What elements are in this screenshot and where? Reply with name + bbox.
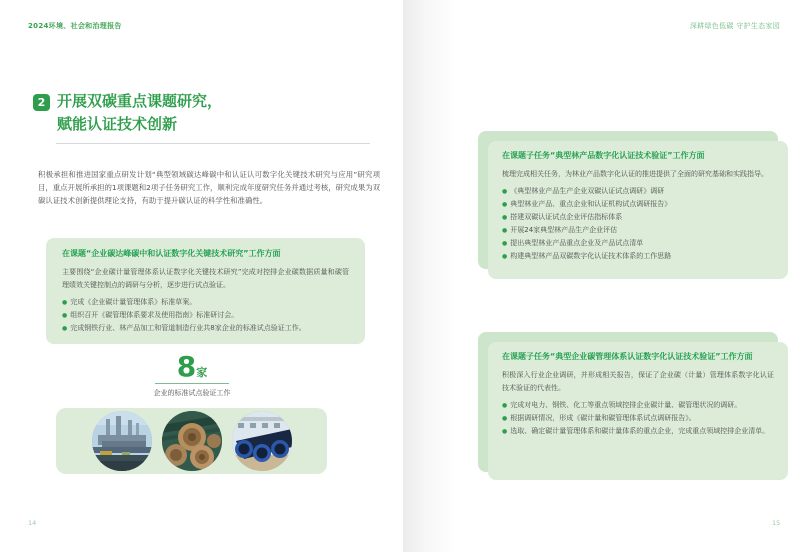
page-number-left: 14 xyxy=(28,519,37,527)
subtask-card-2 xyxy=(488,342,788,480)
page-number-right: 15 xyxy=(772,519,781,527)
card-bullet-list xyxy=(62,296,349,335)
page-title-line1: 开展双碳重点课题研究， xyxy=(57,92,223,110)
card-body: 梳理完成相关任务，为林业产品数字化认证的推进提供了全面的研究基础和实践指导。 xyxy=(502,170,768,178)
industrial-plant-photo xyxy=(92,411,152,471)
timber-logs-photo xyxy=(162,411,222,471)
bullet-item: ● 完成《企业碳计量管理体系》标准草案。 xyxy=(62,296,349,309)
stat-number xyxy=(92,352,292,382)
photo-strip xyxy=(56,408,327,474)
card-bullet-list xyxy=(502,399,774,438)
bullet-item: ● 根据调研情况，形成《碳计量和碳管理体系试点调研报告》。 xyxy=(502,412,774,425)
page-title xyxy=(57,90,357,136)
intro-paragraph: 积极承担和推进国家重点研发计划“典型领域碳达峰碳中和认证认可数字化关键技术研究与应用”研究项目，重点开展所承担的1项课题和2项子任务研究工作，顺利完成年度研究任务并通过考核，研究成果为双碳认证技术创新提供理论支持，有助于提升碳认证的科学性和准确性。 xyxy=(38,170,380,206)
bullet-item: ● 完成对电力、钢铁、化工等重点领域控排企业碳计量、碳管理状况的调研。 xyxy=(502,399,774,412)
stat-unit: 家 xyxy=(196,366,208,379)
bullet-item: ● 《典型林业产品生产企业双碳认证试点调研》调研 xyxy=(502,185,774,198)
bullet-item: ● 组织召开《碳管理体系要求及使用指南》标准研讨会。 xyxy=(62,309,349,322)
research-topic-card xyxy=(46,238,365,344)
stat-underline xyxy=(155,383,229,384)
page-title-line2: 赋能认证技术创新 xyxy=(57,115,178,133)
bullet-item: ● 开展24家典型林产品生产企业评估 xyxy=(502,224,774,237)
card-body: 积极深入行业企业调研，并形成相关报告，保证了企业碳（计量）管理体系数字化认证技术验证的代表性。 xyxy=(502,371,774,392)
steel-pipes-photo xyxy=(232,411,292,471)
bullet-item: ● 搭建双碳认证试点企业评估指标体系 xyxy=(502,211,774,224)
card-heading: 在课题“企业碳达峰碳中和认证数字化关键技术研究”工作方面 xyxy=(62,249,281,258)
stat-caption: 企业的标准试点验证工作 xyxy=(153,389,231,397)
page-spine-shadow xyxy=(403,0,455,552)
stat-value: 8 xyxy=(176,350,197,383)
chapter-title-header: 深耕绿色低碳 守护生态家园 xyxy=(689,22,780,30)
card-heading: 在课题子任务“典型林产品数字化认证技术验证”工作方面 xyxy=(502,151,705,160)
section-number-badge: 2 xyxy=(33,94,50,111)
card-bullet-list xyxy=(502,185,774,263)
bullet-item: ● 构建典型林产品双碳数字化认证技术体系的工作思路 xyxy=(502,250,774,263)
card-body: 主要围绕“企业碳计量管理体系认证数字化关键技术研究”完成对控排企业碳数据质量和碳管理绩效关键控制点的调研与分析，逐步进行试点验证。 xyxy=(62,268,349,289)
bullet-item: ● 选取、确定碳计量管理体系和碳计量体系的重点企业，完成重点领域控排企业清单。 xyxy=(502,425,774,438)
card-heading: 在课题子任务“典型企业碳管理体系认证数字化认证技术验证”工作方面 xyxy=(502,352,753,361)
bullet-item: ● 提出典型林业产品重点企业及产品试点清单 xyxy=(502,237,774,250)
subtask-card-1 xyxy=(488,141,788,279)
title-divider xyxy=(56,143,370,144)
bullet-item: ● 典型林业产品、重点企业和认证机构试点调研报告》 xyxy=(502,198,774,211)
report-title-header: 2024环境、社会和治理报告 xyxy=(28,22,122,30)
stat-block xyxy=(92,352,292,398)
bullet-item: ● 完成钢铁行业、林产品加工和管道制造行业共8家企业的标准试点验证工作。 xyxy=(62,322,349,335)
